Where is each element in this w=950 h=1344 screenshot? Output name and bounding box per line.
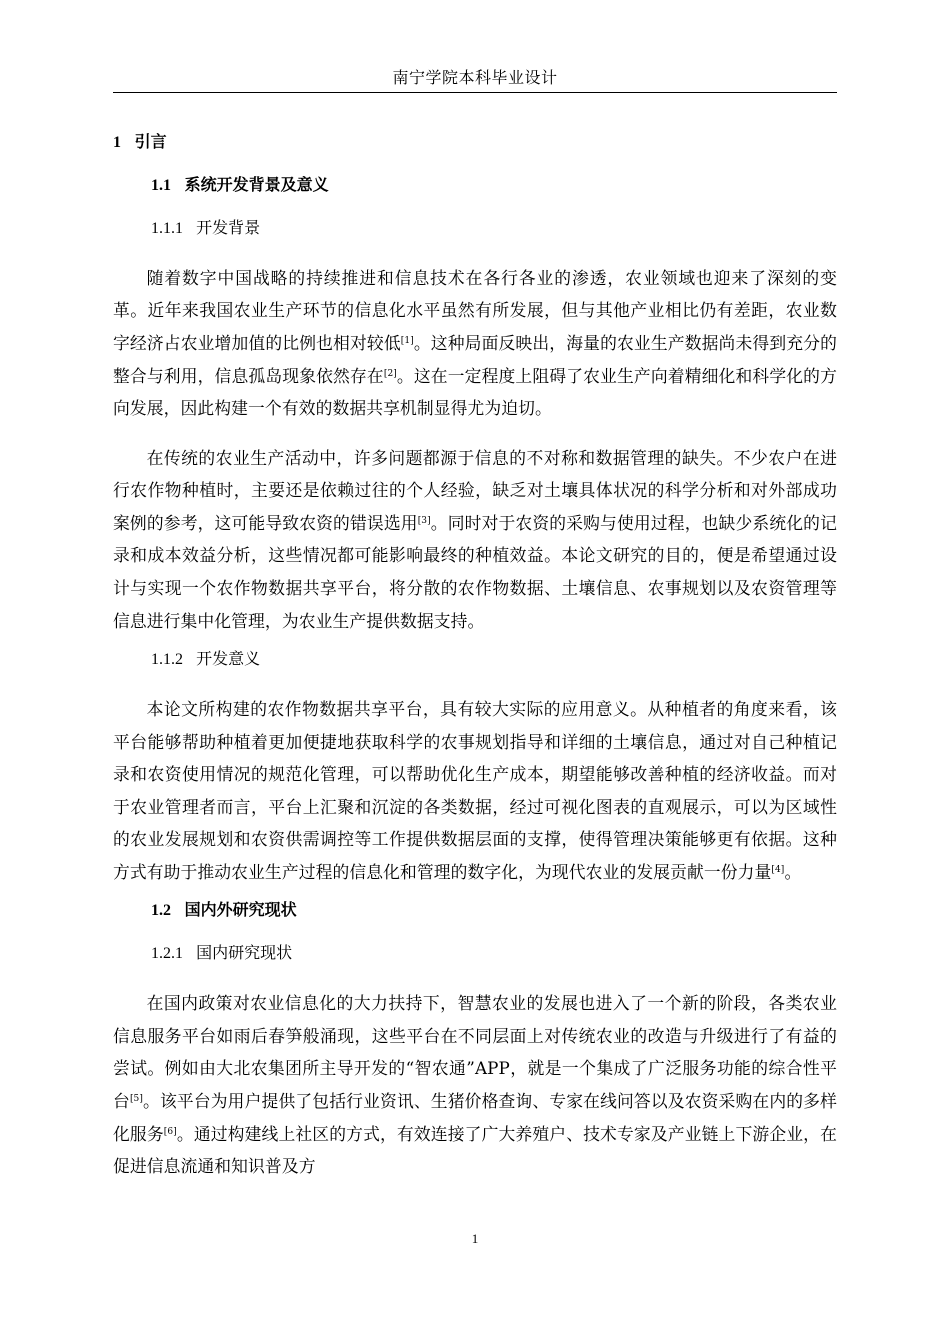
paragraph-text: 。同时对于农资的采购与使用过程，也缺少系统化的记录和成本效益分析，这些情况都可能影响最终的种植效益。本论文研究的目的，便是希望通过设计与实现一个农作物数据共享平台，将分散的农作物数据、土壤信息、农事规划以及农资管理等信息进行集中化管理，为农业生产提供数据支持。 — [113, 512, 837, 631]
section-title: 系统开发背景及意义 — [184, 175, 329, 194]
header-rule — [113, 92, 837, 93]
running-header: 南宁学院本科毕业设计 — [392, 68, 558, 87]
paragraph-text: 。该平台为用户提供了包括行业资讯、生猪价格查询、专家在线问答以及农资采购在内的多样化服务 — [113, 1091, 837, 1144]
section-number: 1.1.1 — [151, 220, 183, 237]
paragraph-significance — [113, 693, 837, 889]
heading-section-1-2 — [113, 894, 837, 927]
paragraph-domestic-research — [113, 987, 837, 1183]
citation-ref: [3] — [417, 515, 431, 526]
citation-ref: [2] — [383, 368, 397, 379]
section-number: 1 — [113, 134, 121, 151]
heading-section-1-1-1 — [113, 212, 837, 245]
paragraph-background-2 — [113, 442, 837, 638]
paragraph-text: 。 — [784, 861, 802, 882]
citation-ref: [6] — [163, 1126, 177, 1137]
section-number: 1.1 — [151, 177, 171, 194]
section-number: 1.1.2 — [151, 651, 183, 669]
paragraph-text: 在国内政策对农业信息化的大力扶持下，智慧农业的发展也进入了一个新的阶段，各类农业信息服务平台如雨后春笋般涌现，这些平台在不同层面上对传统农业的改造与升级进行了有益的尝试。例如由大北农集团所主导开发的“智农通”APP，就是一个集成了广泛服务功能的综合性平台 — [113, 993, 837, 1112]
section-title: 开发意义 — [196, 649, 261, 669]
section-number: 1.2.1 — [151, 945, 183, 963]
section-title: 国内研究现状 — [196, 943, 293, 963]
paragraph-text: 。这种局面反映出，海量的农业生产数据尚未得到充分的整合与利用，信息孤岛现象依然存在 — [113, 332, 837, 386]
page-body — [113, 126, 837, 1189]
paragraph-text: 在传统的农业生产活动中，许多问题都源于信息的不对称和数据管理的缺失。不少农户在进行农作物种植时，主要还是依赖过往的个人经验，缺乏对土壤具体状况的科学分析和对外部成功案例的参考，这可能导致农资的错误选用 — [113, 447, 837, 533]
citation-ref: [4] — [771, 864, 785, 875]
heading-section-1-1-2 — [113, 643, 837, 676]
section-title: 开发背景 — [196, 218, 261, 237]
page-number: 1 — [471, 1231, 479, 1246]
section-title: 国内外研究现状 — [184, 900, 297, 920]
citation-ref: [1] — [400, 335, 414, 346]
paragraph-background-1 — [113, 262, 837, 425]
citation-ref: [5] — [129, 1094, 143, 1105]
section-number: 1.2 — [151, 902, 171, 920]
heading-section-1 — [113, 126, 837, 159]
paragraph-text: 随着数字中国战略的持续推进和信息技术在各行各业的渗透，农业领域也迎来了深刻的变革。近年来我国农业生产环节的信息化水平虽然有所发展，但与其他产业相比仍有差距，农业数字经济占农业增加值的比例也相对较低 — [113, 267, 837, 353]
paragraph-text: 。通过构建线上社区的方式，有效连接了广大养殖户、技术专家及产业链上下游企业，在促进信息流通和知识普及方 — [113, 1123, 837, 1177]
heading-section-1-1 — [113, 169, 837, 202]
heading-section-1-2-1 — [113, 937, 837, 970]
section-title: 引言 — [134, 132, 167, 151]
paragraph-text: 。这在一定程度上阻碍了农业生产向着精细化和科学化的方向发展，因此构建一个有效的数据共享机制显得尤为迫切。 — [113, 365, 837, 419]
paragraph-text: 本论文所构建的农作物数据共享平台，具有较大实际的应用意义。从种植者的角度来看，该平台能够帮助种植着更加便捷地获取科学的农事规划指导和详细的土壤信息，通过对自己种植记录和农资使用情况的规范化管理，可以帮助优化生产成本，期望能够改善种植的经济收益。而对于农业管理者而言，平台上汇聚和沉淀的各类数据，经过可视化图表的直观展示，可以为区域性的农业发展规划和农资供需调控等工作提供数据层面的支撑，使得管理决策能够更有依据。这种方式有助于推动农业生产过程的信息化和管理的数字化，为现代农业的发展贡献一份力量 — [113, 698, 837, 882]
